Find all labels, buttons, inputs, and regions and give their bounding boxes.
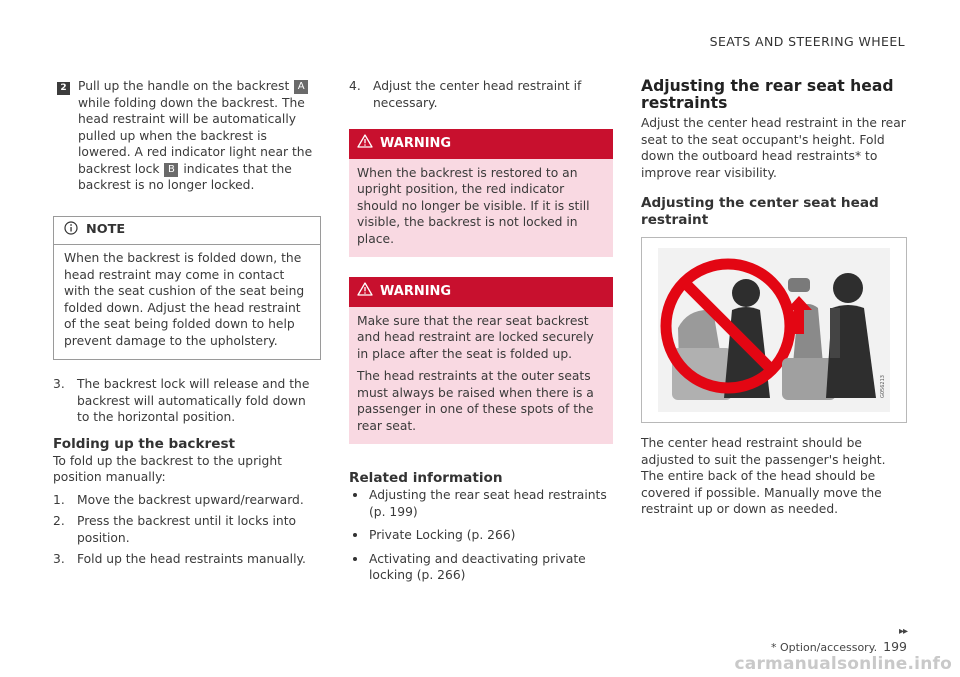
step-number: 1. [53, 492, 65, 507]
watermark: carmanualsonline.info [734, 654, 952, 674]
related-link[interactable]: Adjusting the rear seat head restraints (p. 199) [349, 487, 613, 520]
warning-triangle-icon [357, 282, 373, 302]
warning-triangle-icon [357, 134, 373, 154]
center-restraint-heading: Adjusting the center seat head restraint [641, 195, 879, 228]
warning-header [349, 277, 613, 307]
warning-text-1: Make sure that the rear seat backrest and head restraint are locked securely in place after the seat is folded up. [357, 313, 594, 361]
footnote: * Option/accessory. [770, 641, 878, 654]
warning-header [349, 129, 613, 159]
warning-title: WARNING [380, 135, 452, 151]
column-1 [53, 78, 321, 573]
column-3 [641, 78, 907, 518]
warning-text-2: The head restraints at the outer seats must always be raised when there is a passenger in one of these spots of the rear seat. [357, 369, 594, 433]
step-number: 3. [53, 552, 65, 566]
warning-box-1 [349, 129, 613, 257]
step-text: Press the backrest until it locks into position. [77, 514, 297, 545]
warning-text: When the backrest is restored to an upright position, the red indicator should no longer be visible. If it is still visible, the backrest is not locked in place. [357, 165, 590, 246]
column-2 [349, 78, 613, 591]
step-number-badge: 2 [57, 82, 70, 95]
intro-text: Adjust the center head restraint in the rear seat to the seat occupant's height. Fold down the outboard head restraints* to improve rear visibility. [641, 116, 906, 180]
step-number: 2. [53, 514, 65, 528]
list-item [53, 551, 321, 568]
step-text: Adjust the center head restraint if necessary. [373, 79, 582, 110]
warning-box-2 [349, 277, 613, 444]
step-number: 3. [53, 377, 65, 391]
callout-badge-a: A [294, 80, 308, 94]
step-2-text-b: while folding down the backrest. The head restraint will be automatically pulled up when the backrest is lowered. A red indicator light near the backrest lock [78, 95, 313, 176]
related-link[interactable]: Activating and deactivating private locking (p. 266) [349, 551, 613, 584]
note-header [54, 217, 320, 246]
step-4 [349, 78, 613, 111]
folding-up-heading: Folding up the backrest [53, 435, 236, 452]
list-item [53, 376, 321, 426]
step-number: 4. [349, 79, 361, 93]
related-info-heading: Related information [349, 470, 503, 486]
illustration-drawing [658, 248, 890, 412]
body-text: The center head restraint should be adjusted to suit the passenger's height. The entire back of the head should be covered if possible. Manually move the restraint up or down as needed. [641, 436, 886, 516]
step-2-text-a: Pull up the handle on the backrest [78, 79, 294, 93]
step-2 [53, 78, 321, 194]
step-text: The backrest lock will release and the backrest will automatically fold down to the horizontal position. [77, 377, 310, 424]
figure-code: G056213 [880, 375, 886, 398]
note-body: When the backrest is folded down, the head restraint may come in contact with the seat cushion of the seat being folded down. Adjust the head restraint of the seat being folded down to help prevent damage to the upholstery. [64, 251, 305, 348]
step-3 [53, 376, 321, 426]
page-number: 199 [883, 639, 907, 654]
folding-up-steps [53, 492, 321, 568]
next-page-arrows: ▸▸ [898, 626, 907, 637]
note-title: NOTE [86, 222, 126, 237]
step-2-text-c: indicates that the backrest is no longer locked. [78, 161, 292, 192]
list-item [53, 492, 321, 509]
warning-body [349, 307, 613, 445]
warning-body [349, 159, 613, 258]
info-icon [64, 221, 78, 241]
callout-badge-b: B [164, 163, 178, 177]
page-title: Adjusting the rear seat head restraints [641, 77, 894, 112]
head-restraint-illustration [641, 237, 907, 423]
note-box [53, 216, 321, 361]
warning-title: WARNING [380, 283, 452, 299]
step-text: Fold up the head restraints manually. [77, 552, 306, 566]
section-title: SEATS AND STEERING WHEEL [709, 34, 905, 49]
related-link[interactable]: Private Locking (p. 266) [349, 527, 613, 544]
step-text: Move the backrest upward/rearward. [77, 492, 304, 507]
folding-up-intro: To fold up the backrest to the upright position manually: [53, 453, 282, 484]
list-item [53, 513, 321, 546]
related-info-list [349, 487, 613, 584]
